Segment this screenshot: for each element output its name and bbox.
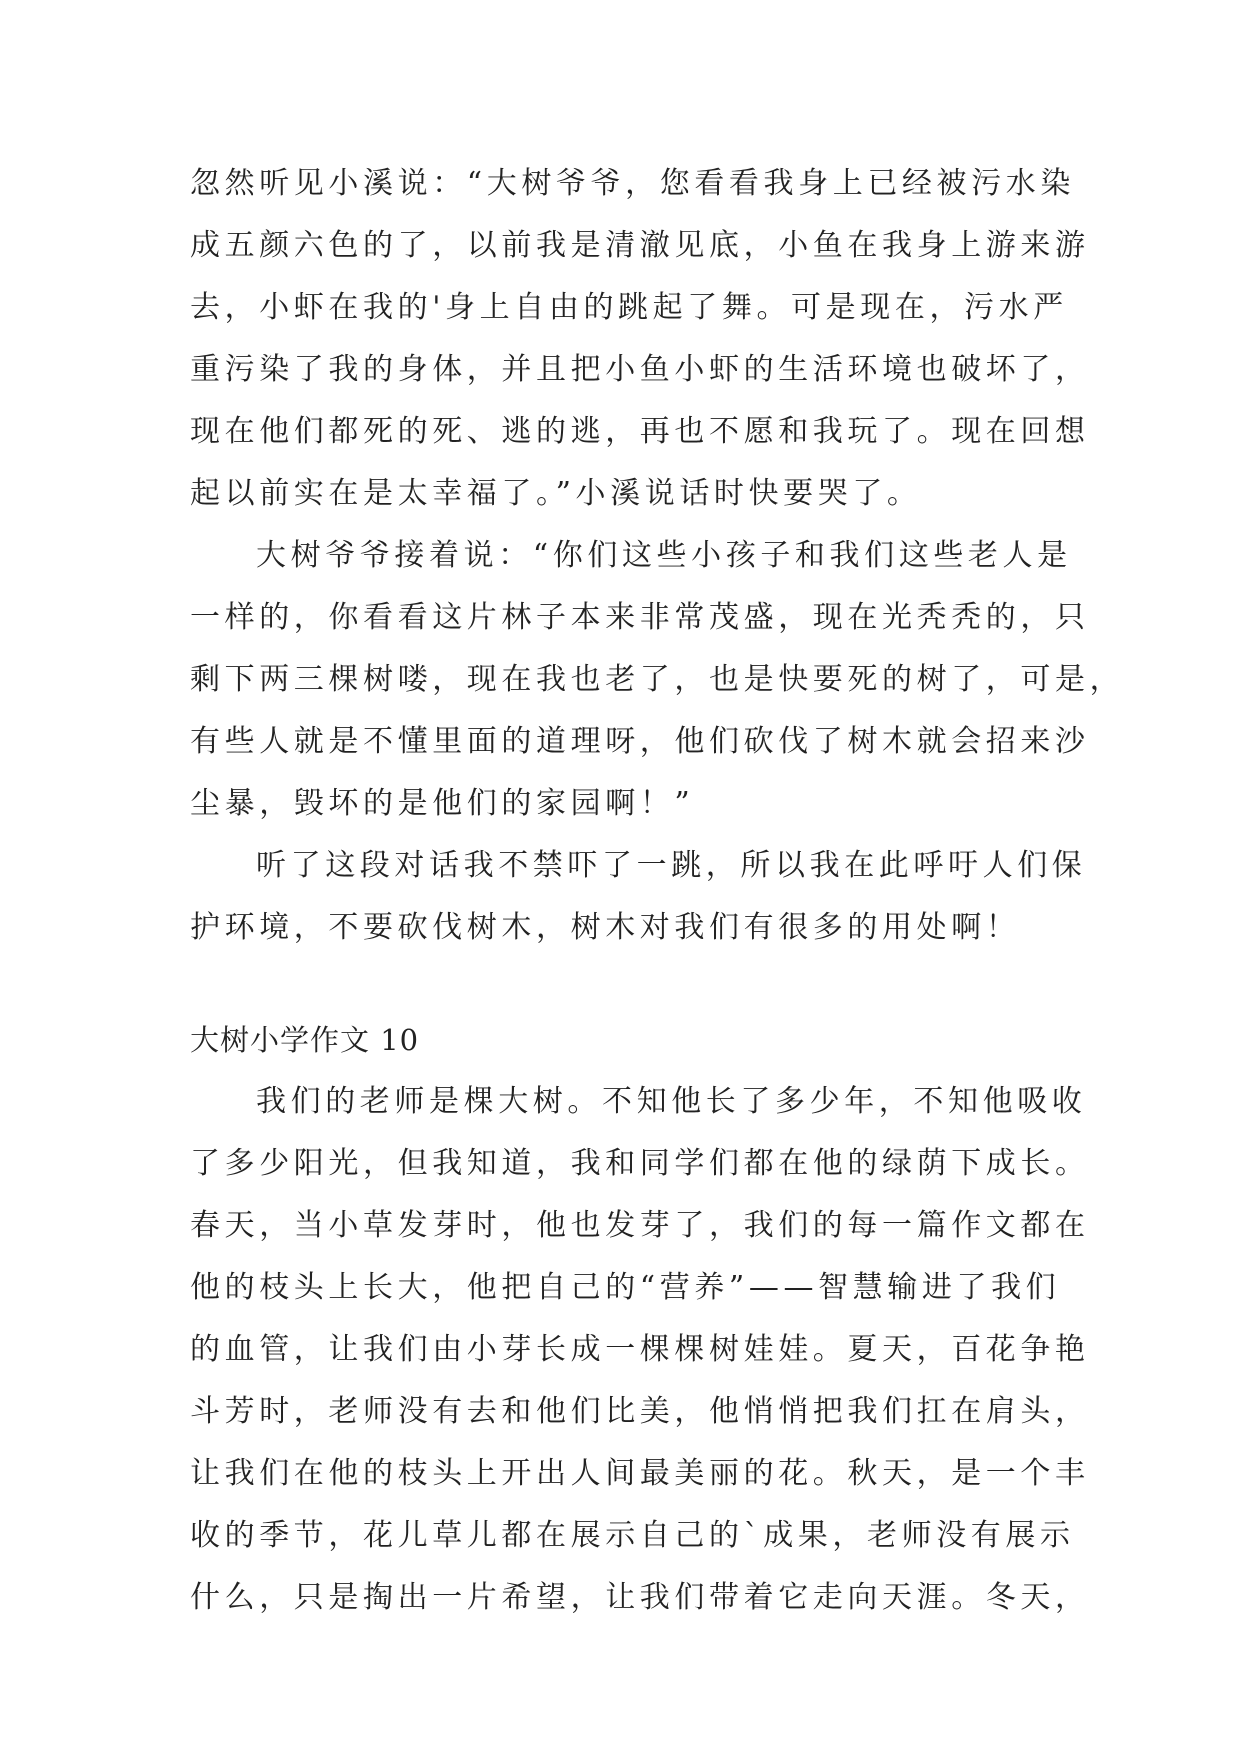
section-paragraph-line-7: 让我们在他的枝头上开出人间最美丽的花。秋天，是一个丰 bbox=[190, 1456, 1090, 1491]
paragraph-2-line-1: 大树爷爷接着说：“你们这些小孩子和我们这些老人是 bbox=[256, 538, 1072, 573]
section-paragraph-line-4: 他的枝头上长大，他把自己的“营养”——智慧输进了我们 bbox=[190, 1270, 1061, 1305]
paragraph-3-line-2: 护环境，不要砍伐树木，树木对我们有很多的用处啊！ bbox=[190, 910, 1021, 945]
section-title: 大树小学作文 10 bbox=[190, 1023, 420, 1057]
paragraph-1-line-6: 起以前实在是太幸福了。”小溪说话时快要哭了。 bbox=[190, 476, 922, 511]
paragraph-2-line-5: 尘暴，毁坏的是他们的家园啊！” bbox=[190, 786, 695, 821]
paragraph-1-line-5: 现在他们都死的死、逃的逃，再也不愿和我玩了。现在回想 bbox=[190, 414, 1090, 449]
paragraph-2-line-4: 有些人就是不懂里面的道理呀，他们砍伐了树木就会招来沙 bbox=[190, 724, 1090, 759]
section-paragraph-line-9: 什么，只是掏出一片希望，让我们带着它走向天涯。冬天， bbox=[190, 1580, 1090, 1615]
paragraph-1-line-1: 忽然听见小溪说：“大树爷爷，您看看我身上已经被污水染 bbox=[190, 166, 1075, 201]
paragraph-3-line-1: 听了这段对话我不禁吓了一跳，所以我在此呼吁人们保 bbox=[256, 848, 1087, 883]
section-paragraph-line-1: 我们的老师是棵大树。不知他长了多少年，不知他吸收 bbox=[256, 1084, 1087, 1119]
paragraph-1-line-4: 重污染了我的身体，并且把小鱼小虾的生活环境也破坏了， bbox=[190, 352, 1090, 387]
section-paragraph-line-3: 春天，当小草发芽时，他也发芽了，我们的每一篇作文都在 bbox=[190, 1208, 1090, 1243]
paragraph-2-line-2: 一样的，你看看这片林子本来非常茂盛，现在光秃秃的，只 bbox=[190, 600, 1090, 635]
section-paragraph-line-5: 的血管，让我们由小芽长成一棵棵树娃娃。夏天，百花争艳 bbox=[190, 1332, 1090, 1367]
paragraph-2-line-3: 剩下两三棵树喽，现在我也老了，也是快要死的树了，可是， bbox=[190, 662, 1125, 697]
section-paragraph-line-8: 收的季节，花儿草儿都在展示自己的`成果，老师没有展示 bbox=[190, 1518, 1075, 1553]
paragraph-1-line-3: 去，小虾在我的'身上自由的跳起了舞。可是现在，污水严 bbox=[190, 290, 1068, 325]
section-paragraph-line-6: 斗芳时，老师没有去和他们比美，他悄悄把我们扛在肩头， bbox=[190, 1394, 1090, 1429]
paragraph-1-line-2: 成五颜六色的了，以前我是清澈见底，小鱼在我身上游来游 bbox=[190, 228, 1090, 263]
section-paragraph-line-2: 了多少阳光，但我知道，我和同学们都在他的绿荫下成长。 bbox=[190, 1146, 1090, 1181]
